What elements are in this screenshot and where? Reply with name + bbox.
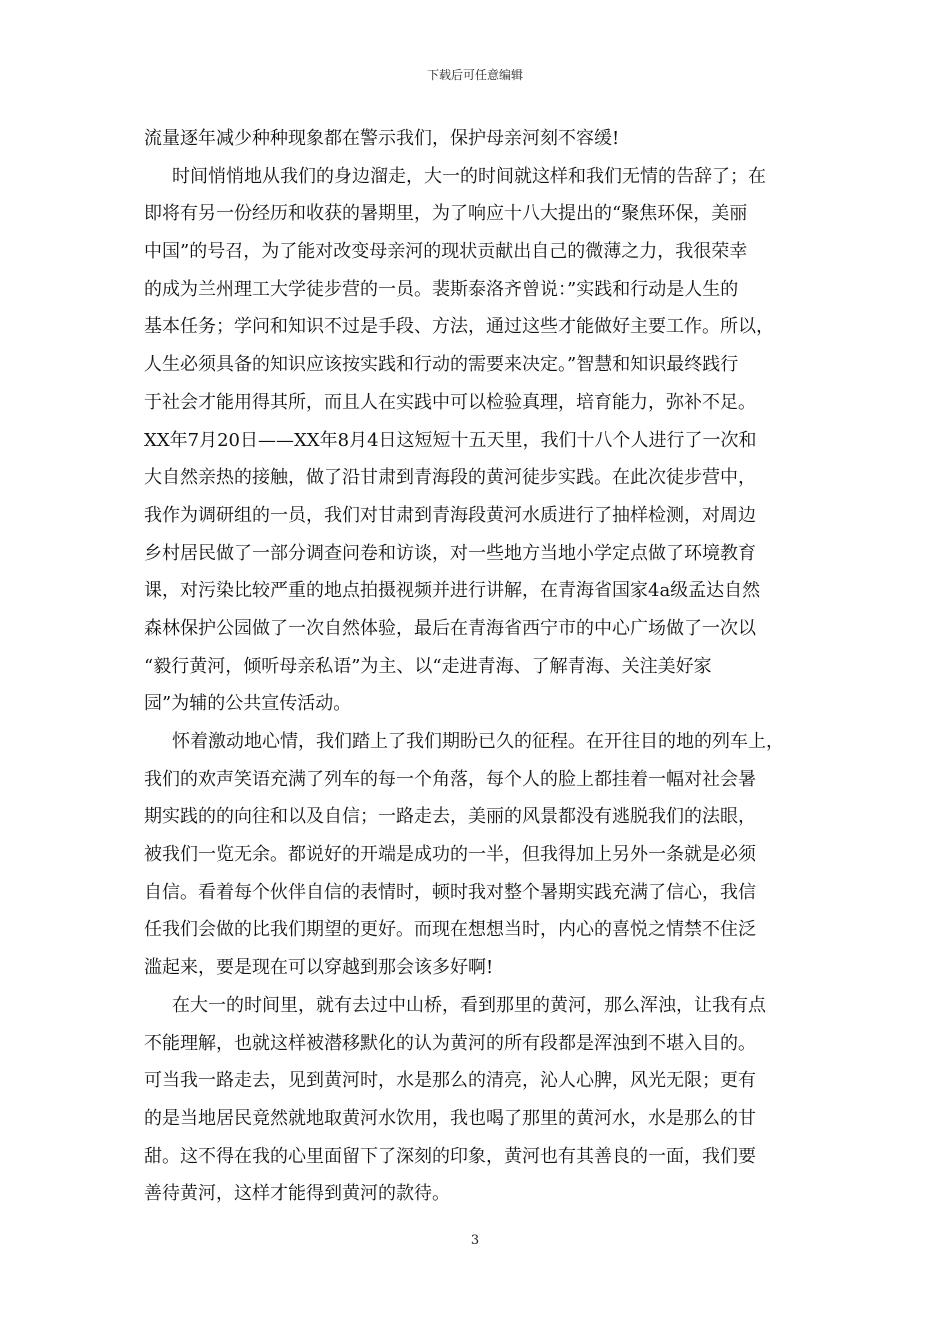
- text-line: “毅行黄河，倾听母亲私语”为主、以“走进青海、了解青海、关注美好家: [144, 655, 712, 677]
- text-line: 任我们会做的比我们期望的更好。而现在想想当时，内心的喜悦之情禁不住泛: [144, 919, 756, 941]
- text-line: 可当我一路走去，见到黄河时，水是那么的清亮，沁人心脾，风光无限；更有: [144, 1070, 756, 1092]
- text-line: 于社会才能用得其所，而且人在实践中可以检验真理，培育能力，弥补不足。: [144, 391, 756, 413]
- text-line: 园”为辅的公共宣传活动。: [144, 693, 352, 715]
- text-line: 我们的欢声笑语充满了列车的每一个角落，每个人的脸上都挂着一幅对社会暑: [144, 768, 756, 790]
- text-line: 课，对污染比较严重的地点拍摄视频并进行讲解，在青海省国家4a级孟达自然: [144, 580, 761, 602]
- page-header: 下载后可任意编辑: [426, 68, 523, 82]
- text-line: XX年7月20日——XX年8月4日这短短十五天里，我们十八个人进行了一次和: [144, 429, 757, 451]
- text-line: 的成为兰州理工大学徒步营的一员。裴斯泰洛齐曾说：”实践和行动是人生的: [144, 278, 739, 300]
- text-line: 不能理解，也就这样被潜移默化的认为黄河的所有段都是浑浊到不堪入目的。: [144, 1032, 756, 1054]
- body-text: [144, 120, 829, 1213]
- text-line: 基本任务；学问和知识不过是手段、方法，通过这些才能做好主要工作。所以，: [144, 316, 774, 338]
- text-line: 时间悄悄地从我们的身边溜走，大一的时间就这样和我们无情的告辞了；在: [172, 165, 766, 187]
- text-line: 怀着激动地心情，我们踏上了我们期盼已久的征程。在开往目的地的列车上，: [172, 731, 784, 752]
- text-line: 的是当地居民竟然就地取黄河水饮用，我也喝了那里的黄河水，水是那么的甘: [144, 1107, 756, 1129]
- text-line: 滥起来，要是现在可以穿越到那会该多好啊!: [144, 957, 494, 979]
- text-line: 中国”的号召，为了能对改变母亲河的现状贡献出自己的微薄之力，我很荣幸: [144, 241, 748, 263]
- page-number: 3: [470, 1233, 480, 1248]
- text-line: 在大一的时间里，就有去过中山桥，看到那里的黄河，那么浑浊，让我有点: [172, 994, 766, 1016]
- text-line: 甜。这不得在我的心里面留下了深刻的印象，黄河也有其善良的一面，我们要: [144, 1145, 756, 1167]
- text-line: 被我们一览无余。都说好的开端是成功的一半，但我得加上另外一条就是必须: [144, 844, 756, 866]
- text-line: 人生必须具备的知识应该按实践和行动的需要来决定。”智慧和知识最终践行: [144, 354, 739, 376]
- text-line: 自信。看着每个伙伴自信的表情时，顿时我对整个暑期实践充满了信心，我信: [144, 881, 756, 903]
- text-line: 我作为调研组的一员，我们对甘肃到青海段黄河水质进行了抽样检测，对周边: [144, 504, 756, 526]
- text-line: 森林保护公园做了一次自然体验，最后在青海省西宁市的中心广场做了一次以: [144, 617, 756, 639]
- text-line: 即将有另一份经历和收获的暑期里，为了响应十八大提出的“聚焦环保，美丽: [144, 203, 748, 225]
- text-line: 大自然亲热的接触，做了沿甘肃到青海段的黄河徒步实践。在此次徒步营中，: [144, 467, 756, 489]
- text-line: 乡村居民做了一部分调查问卷和访谈，对一些地方当地小学定点做了环境教育: [144, 542, 756, 564]
- text-line: 善待黄河，这样才能得到黄河的款待。: [144, 1183, 450, 1205]
- text-line: 流量逐年减少种种现象都在警示我们，保护母亲河刻不容缓!: [144, 128, 620, 149]
- text-line: 期实践的的向往和以及自信；一路走去，美丽的风景都没有逃脱我们的法眼，: [144, 806, 756, 828]
